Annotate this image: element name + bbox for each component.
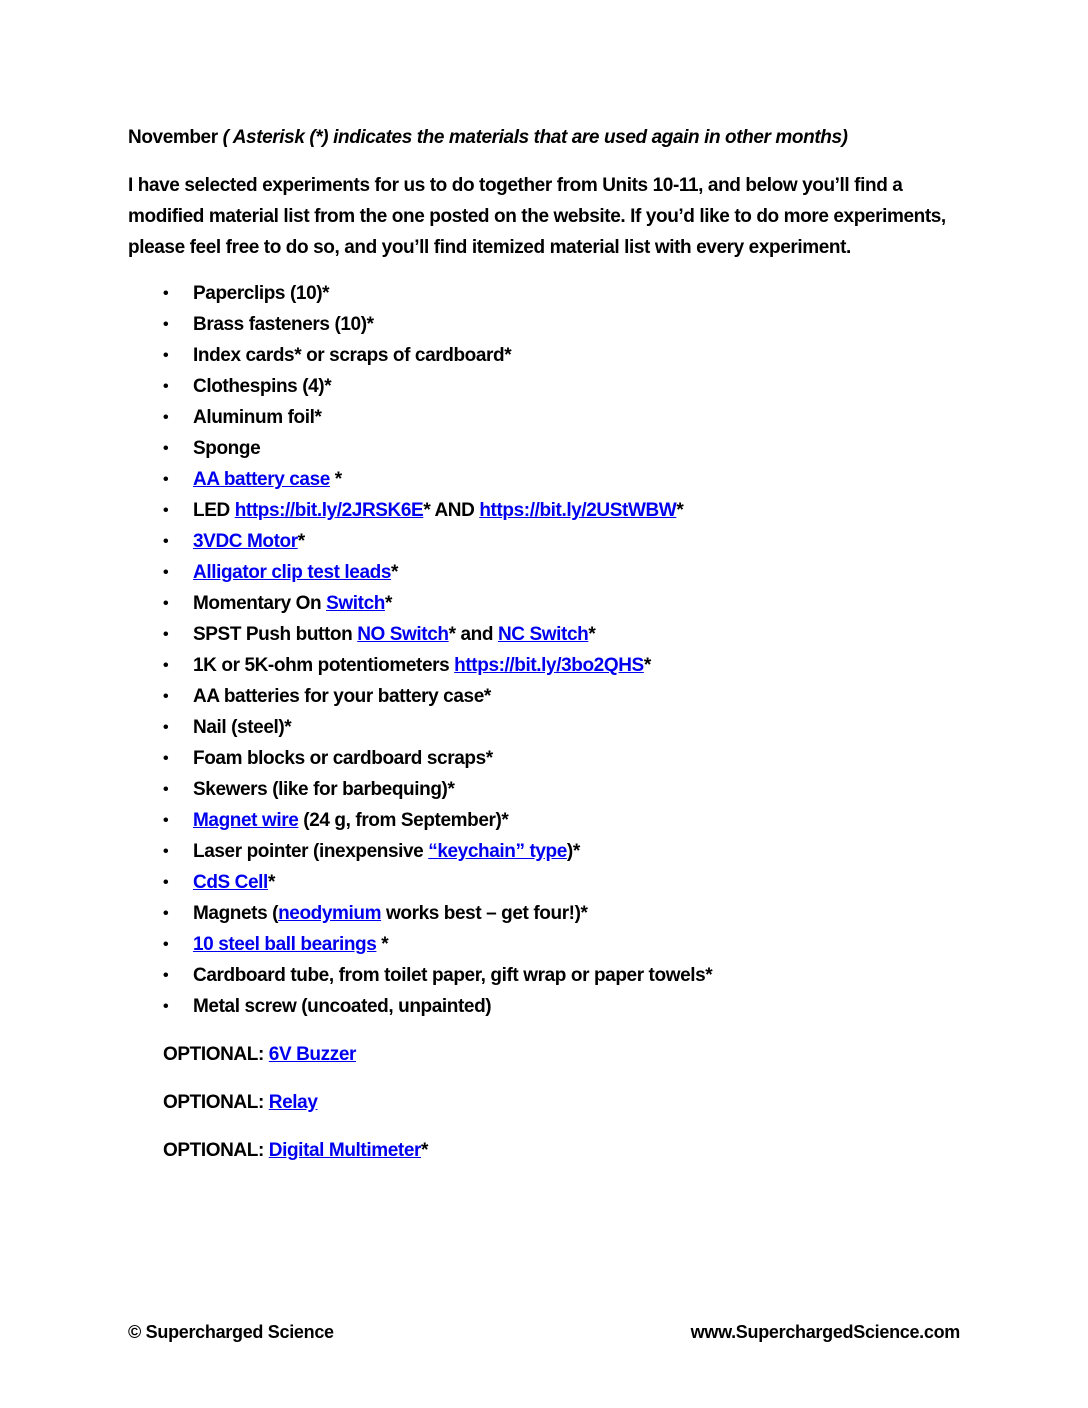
list-item: [163, 681, 960, 712]
text-segment: )*: [566, 841, 580, 862]
hyperlink[interactable]: Digital Multimeter: [268, 1140, 421, 1161]
list-item: [163, 309, 960, 340]
bullet-icon: •: [163, 657, 169, 674]
bullet-icon: •: [163, 843, 169, 860]
hyperlink[interactable]: CdS Cell: [193, 872, 268, 893]
bullet-icon: •: [163, 285, 169, 302]
hyperlink[interactable]: https://bit.ly/2UStWBW: [479, 500, 677, 521]
list-item: [163, 836, 960, 867]
list-item-text: [193, 433, 260, 464]
text-segment: works best – get four!)*: [381, 903, 588, 924]
list-item-text: [193, 557, 398, 588]
text-segment: * AND: [423, 500, 480, 521]
list-item: [163, 433, 960, 464]
hyperlink[interactable]: AA battery case: [193, 469, 330, 490]
list-item: [163, 650, 960, 681]
text-segment: Foam blocks or cardboard scraps*: [193, 748, 493, 769]
list-item-text: [193, 712, 291, 743]
optional-line: [163, 1135, 960, 1166]
list-item: [163, 278, 960, 309]
optional-section: [128, 1039, 960, 1166]
text-segment: *: [376, 934, 389, 955]
list-item-text: [193, 278, 329, 309]
bullet-icon: •: [163, 316, 169, 333]
list-item-text: [193, 743, 493, 774]
text-segment: AA batteries for your battery case*: [193, 686, 491, 707]
text-segment: Skewers (like for barbequing)*: [193, 779, 455, 800]
list-item: [163, 371, 960, 402]
list-item-text: [193, 402, 321, 433]
bullet-icon: •: [163, 564, 169, 581]
text-segment: *: [643, 655, 651, 676]
bullet-icon: •: [163, 781, 169, 798]
bullet-icon: •: [163, 347, 169, 364]
bullet-icon: •: [163, 378, 169, 395]
text-segment: 1K or 5K-ohm potentiometers: [193, 655, 455, 676]
bullet-icon: •: [163, 440, 169, 457]
text-segment: (24 g, from September)*: [298, 810, 509, 831]
text-segment: *: [421, 1140, 428, 1161]
list-item-text: [193, 836, 580, 867]
bullet-icon: •: [163, 750, 169, 767]
list-item-text: [193, 526, 305, 557]
hyperlink[interactable]: https://bit.ly/2JRSK6E: [234, 500, 424, 521]
text-segment: *: [329, 469, 342, 490]
hyperlink[interactable]: Relay: [268, 1092, 318, 1113]
bullet-icon: •: [163, 905, 169, 922]
hyperlink[interactable]: 6V Buzzer: [268, 1044, 356, 1065]
list-item: [163, 991, 960, 1022]
text-segment: *: [384, 593, 392, 614]
footer-website: www.SuperchargedScience.com: [690, 1322, 960, 1342]
list-item: [163, 402, 960, 433]
text-segment: Clothespins (4)*: [193, 376, 332, 397]
text-segment: Sponge: [193, 438, 261, 459]
bullet-icon: •: [163, 471, 169, 488]
bullet-icon: •: [163, 874, 169, 891]
list-item: [163, 495, 960, 526]
hyperlink[interactable]: Switch: [326, 593, 385, 614]
list-item-text: [193, 340, 511, 371]
list-item: [163, 619, 960, 650]
text-segment: *: [588, 624, 596, 645]
title-asterisk-note: ( Asterisk (*) indicates the materials that are used again in other months): [222, 127, 848, 148]
hyperlink[interactable]: 10 steel ball bearings: [193, 934, 377, 955]
text-segment: Cardboard tube, from toilet paper, gift wrap or paper towels*: [193, 965, 713, 986]
bullet-icon: •: [163, 626, 169, 643]
list-item: [163, 960, 960, 991]
bullet-icon: •: [163, 688, 169, 705]
list-item: [163, 588, 960, 619]
list-item-text: [193, 588, 392, 619]
list-item: [163, 898, 960, 929]
title-month: November: [128, 127, 223, 148]
list-item-text: [193, 960, 712, 991]
bullet-icon: •: [163, 595, 169, 612]
bullet-icon: •: [163, 502, 169, 519]
hyperlink[interactable]: 3VDC Motor: [193, 531, 298, 552]
text-segment: Brass fasteners (10)*: [193, 314, 374, 335]
text-segment: Metal screw (uncoated, unpainted): [193, 996, 492, 1017]
text-segment: Aluminum foil*: [193, 407, 322, 428]
intro-paragraph: I have selected experiments for us to do together from Units 10-11, and below you’ll find a modified material list from the one posted on the website. If you’d like to do more experiments, please feel free to do so, and you’ll find itemized material list with every experiment.: [128, 175, 946, 258]
hyperlink[interactable]: Magnet wire: [193, 810, 299, 831]
text-segment: OPTIONAL:: [163, 1140, 269, 1161]
bullet-icon: •: [163, 719, 169, 736]
text-segment: Momentary On: [193, 593, 327, 614]
list-item-text: [193, 805, 508, 836]
materials-list: [128, 278, 960, 1022]
list-item: [163, 526, 960, 557]
text-segment: Nail (steel)*: [193, 717, 292, 738]
list-item-text: [193, 774, 454, 805]
text-segment: Index cards* or scraps of cardboard*: [193, 345, 512, 366]
text-segment: * and: [448, 624, 498, 645]
text-segment: SPST Push button: [193, 624, 358, 645]
bullet-icon: •: [163, 936, 169, 953]
bullet-icon: •: [163, 812, 169, 829]
list-item: [163, 774, 960, 805]
list-item: [163, 929, 960, 960]
list-item: [163, 557, 960, 588]
list-item-text: [193, 681, 491, 712]
list-item: [163, 805, 960, 836]
text-segment: OPTIONAL:: [163, 1044, 269, 1065]
hyperlink[interactable]: “keychain” type: [428, 841, 567, 862]
list-item: [163, 464, 960, 495]
text-segment: *: [676, 500, 684, 521]
text-segment: LED: [193, 500, 235, 521]
list-item-text: [193, 371, 331, 402]
hyperlink[interactable]: NC Switch: [497, 624, 589, 645]
page-title: [128, 122, 960, 153]
bullet-icon: •: [163, 533, 169, 550]
list-item-text: [193, 867, 275, 898]
page-footer: [128, 1320, 960, 1344]
bullet-icon: •: [163, 409, 169, 426]
list-item-text: [193, 898, 588, 929]
hyperlink[interactable]: NO Switch: [357, 624, 449, 645]
list-item-text: [193, 619, 595, 650]
list-item-text: [193, 929, 388, 960]
list-item-text: [193, 495, 683, 526]
list-item-text: [193, 650, 651, 681]
hyperlink[interactable]: https://bit.ly/3bo2QHS: [454, 655, 644, 676]
list-item-text: [193, 464, 342, 495]
footer-copyright: © Supercharged Science: [128, 1322, 334, 1342]
bullet-icon: •: [163, 967, 169, 984]
hyperlink[interactable]: neodymium: [278, 903, 382, 924]
text-segment: *: [267, 872, 275, 893]
list-item: [163, 712, 960, 743]
list-item: [163, 867, 960, 898]
list-item-text: [193, 991, 491, 1022]
text-segment: *: [297, 531, 305, 552]
text-segment: Paperclips (10)*: [193, 283, 330, 304]
bullet-icon: •: [163, 998, 169, 1015]
text-segment: Magnets (: [193, 903, 279, 924]
text-segment: OPTIONAL:: [163, 1092, 269, 1113]
list-item-text: [193, 309, 374, 340]
optional-line: [163, 1087, 960, 1118]
text-segment: *: [391, 562, 398, 583]
list-item: [163, 340, 960, 371]
optional-line: [163, 1039, 960, 1070]
hyperlink[interactable]: Alligator clip test leads: [193, 562, 391, 583]
list-item: [163, 743, 960, 774]
text-segment: Laser pointer (inexpensive: [193, 841, 429, 862]
